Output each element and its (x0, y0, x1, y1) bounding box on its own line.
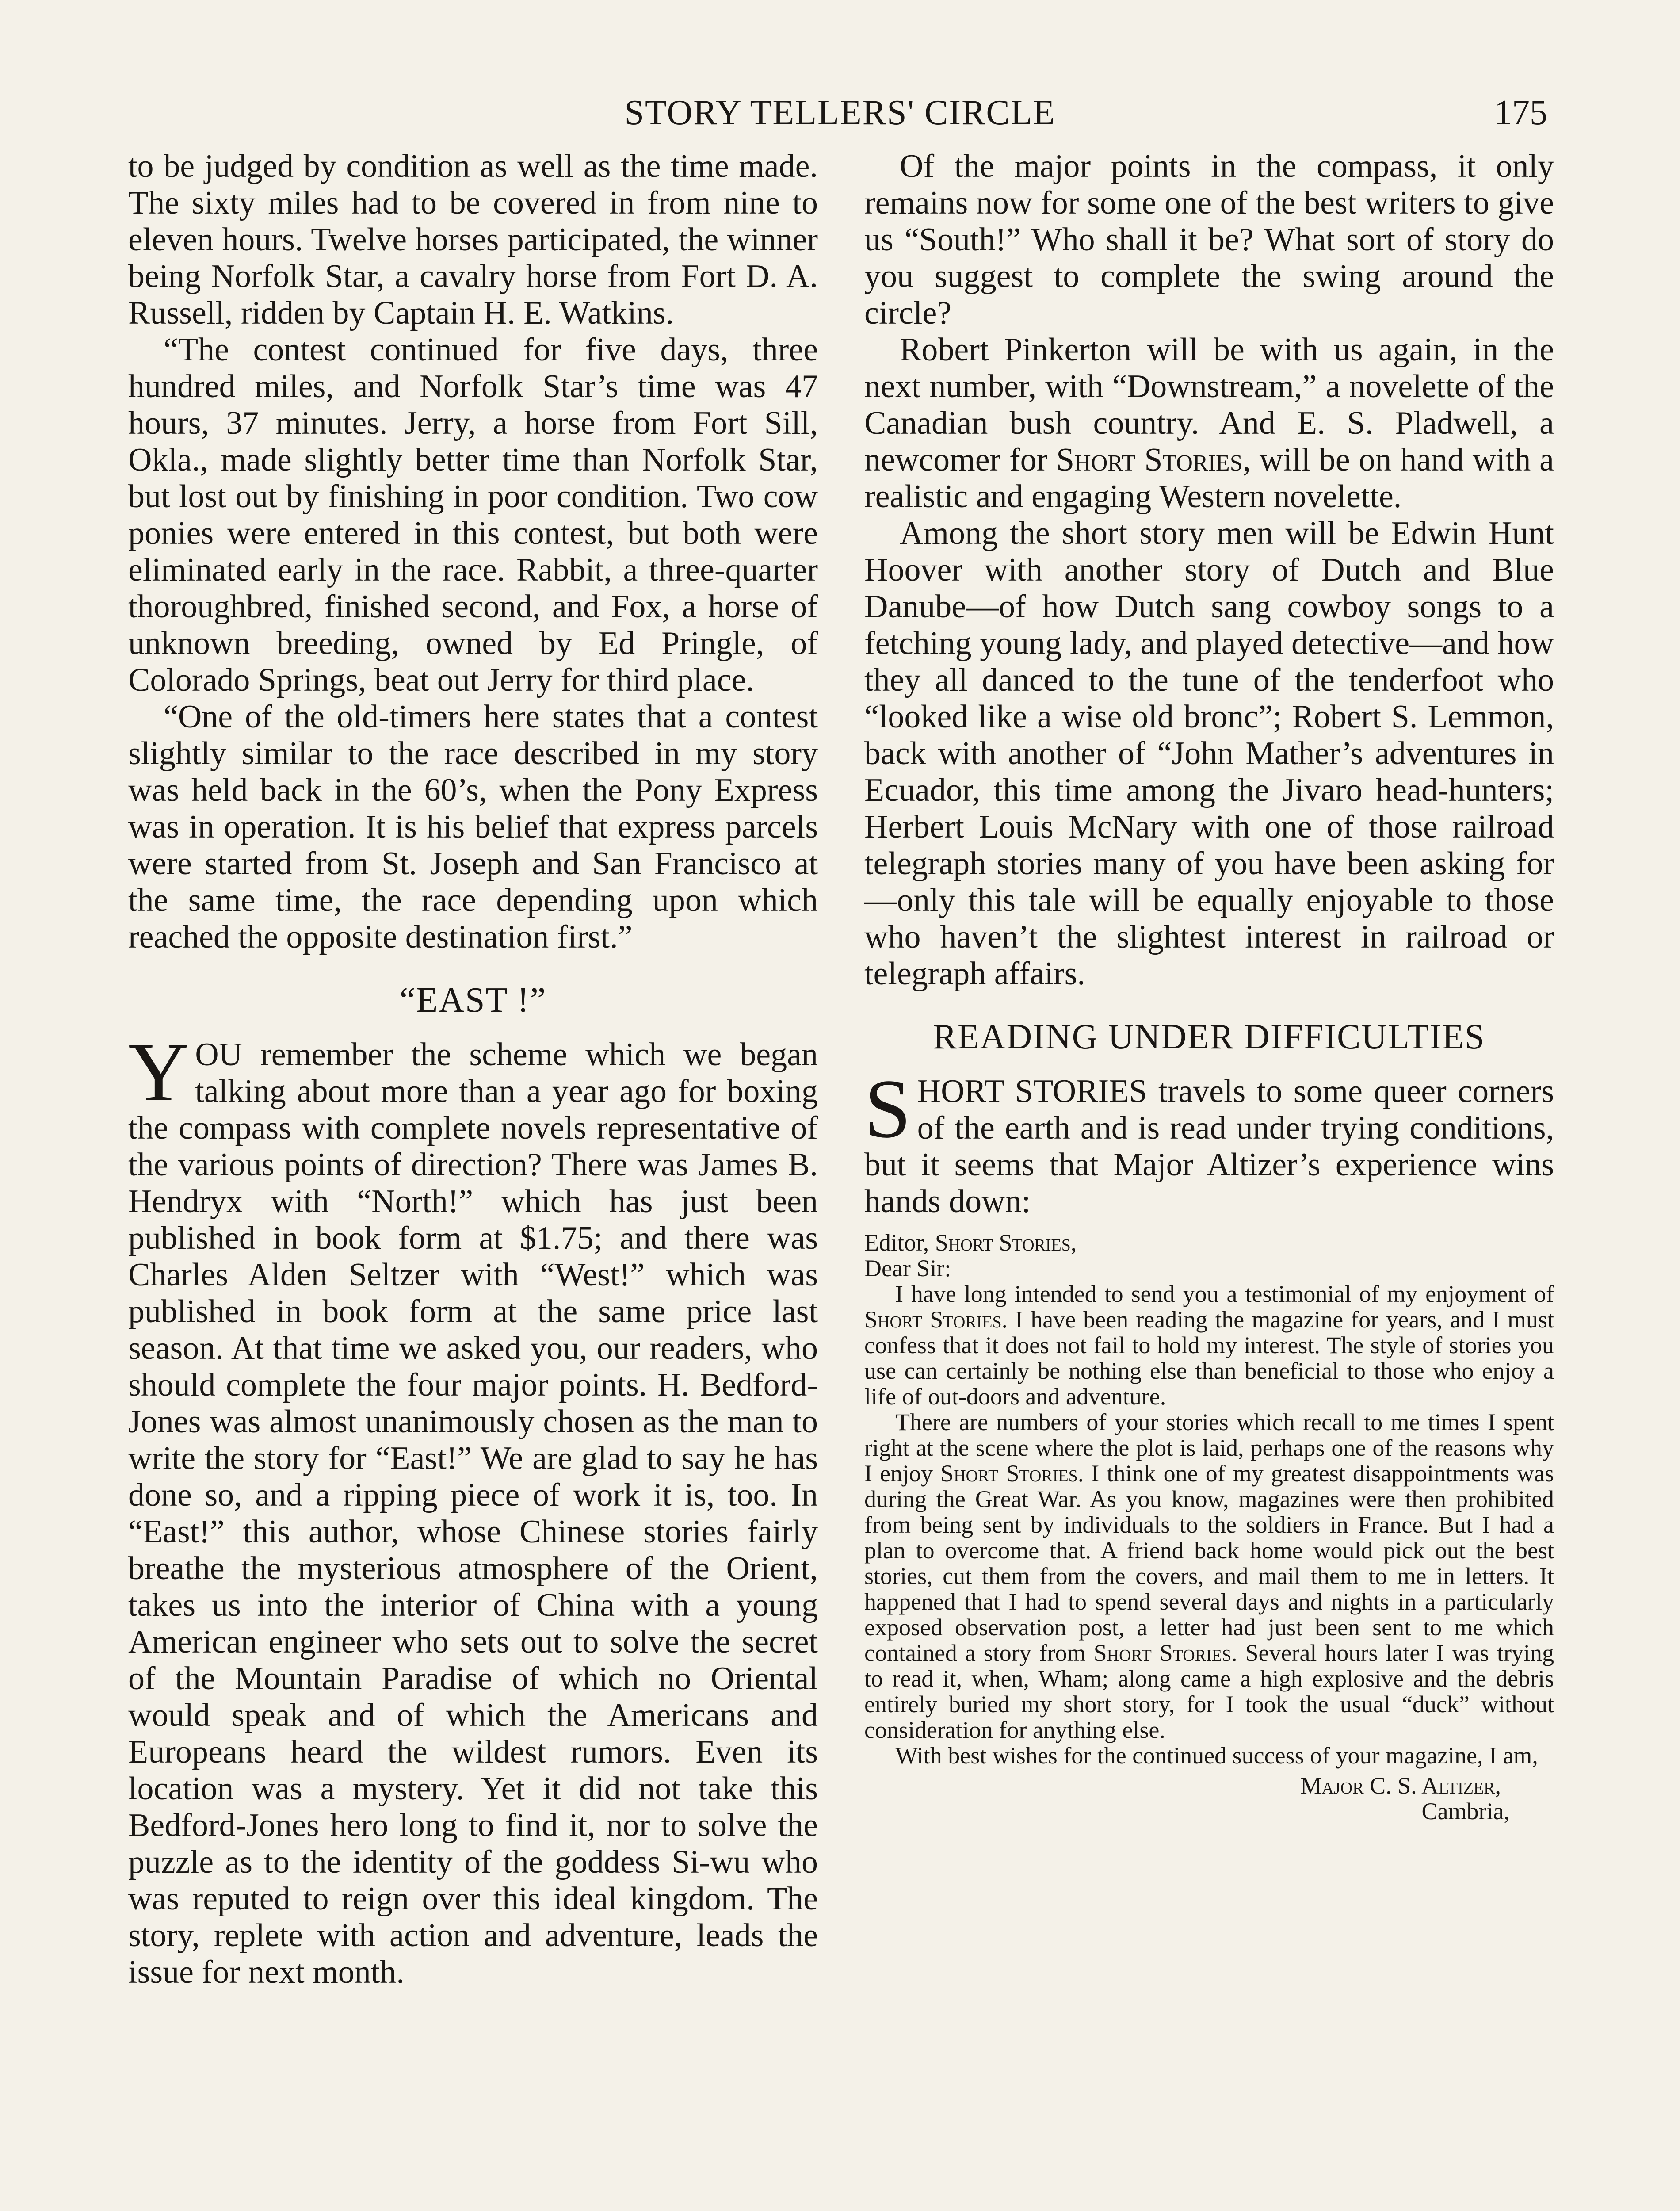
reading-article-text: HORT STORIES travels to some queer corners of the earth and is read under trying conditions, but it seems that Major Altizer’s experience wins hands down: (864, 1073, 1554, 1220)
letter-salutation: Dear Sir: (864, 1255, 951, 1281)
letter-addressee (864, 1230, 1554, 1255)
text-run: . I have been reading the magazine for years, and I must confess that it does not fail to hold my interest. The style of stories you use can certainly be nothing else than beneficial to those who enjoy a life of out-doors and adventure. (864, 1306, 1554, 1410)
paragraph: to be judged by condition as well as the time made. The sixty miles had to be covered in from nine to eleven hours. Twelve horses participated, the winner being Norfolk Star, a cavalry horse from Fort D. A. Russell, ridden by Captain H. E. Watkins. (128, 148, 818, 331)
magazine-title: Short Stories (940, 1460, 1078, 1487)
letter-signature: Major C. S. Altizer, (1300, 1772, 1501, 1799)
text-run: . I think one of my greatest disappointments was during the Great War. As you know, magazines were then prohibited from being sent by individuals to the soldiers in France. But I had a plan to overcome that. A friend back home would pick out the best stories, cut them from the covers, and mail them to me in letters. It happened that I had to spend several days and nights in a particularly exposed observation post, a letter had just been sent to me which contained a story from (864, 1460, 1554, 1666)
magazine-title: Short Stories, (935, 1229, 1077, 1256)
paragraph: Of the major points in the compass, it only remains now for some one of the best writers to give us “South!” Who shall it be? What sort of story do you suggest to complete the swing around the circle? (864, 148, 1554, 331)
text-run: . Several hours later I was trying to read it, when, Wham; along came a high explosive and the debris entirely buried my short story, for I took the usual “duck” without consideration for anything else. (864, 1640, 1554, 1743)
paragraph: Among the short story men will be Edwin Hunt Hoover with another story of Dutch and Blue Danube—of how Dutch sang cowboy songs to a fetching young lady, and played detective—and how they all danced to the tune of the tenderfoot who “looked like a wise old bronc”; Robert S. Lemmon, back with another of “John Mather’s adventures in Ecuador, this time among the Jivaro head-hunters; Herbert Louis McNary with one of those railroad telegraph stories many of you have been asking for—only this tale will be equally enjoyable to those who haven’t the slightest interest in railroad or telegraph affairs. (864, 515, 1554, 992)
reading-article-body (864, 1063, 1554, 1220)
left-column (128, 148, 818, 1991)
section-heading-reading: READING UNDER DIFFICULTIES (933, 1018, 1485, 1056)
drop-cap: Y (128, 1026, 189, 1119)
section-heading-east: “EAST !” (399, 981, 547, 1020)
text-run: I have long intended to send you a testimonial of my enjoyment of (895, 1281, 1554, 1307)
text-run: , will be on hand with a realistic and engaging Western novelette. (864, 442, 1554, 515)
drop-cap: S (864, 1063, 911, 1155)
reader-letter (864, 1230, 1554, 1824)
paragraph (864, 332, 1554, 515)
paragraph: “One of the old-timers here states that a contest slightly similar to the race described in my story was held back in the 60’s, when the Pony Express was in operation. It is his belief that express parcels were started from St. Joseph and San Francisco at the same time, the race depending upon which reached the opposite destination first.” (128, 699, 818, 955)
page-number: 175 (1494, 93, 1547, 132)
running-title: STORY TELLERS' CIRCLE (624, 93, 1056, 132)
right-column (864, 148, 1554, 1824)
text-run: Robert Pinkerton will be with us again, in the next number, with “Downstream,” a novelette of the Canadian bush country. And E. S. Pladwell, a newcomer for (864, 332, 1554, 478)
paragraph: “The contest continued for five days, three hundred miles, and Norfolk Star’s time was 47 hours, 37 minutes. Jerry, a horse from Fort Sill, Okla., made slightly better time than Norfolk Star, but lost out by finishing in poor condition. Two cow ponies were entered in this contest, but both were eliminated early in the race. Rabbit, a three-quarter thoroughbred, finished second, and Fox, a horse of unknown breeding, owned by Ed Pringle, of Colorado Springs, beat out Jerry for third place. (128, 332, 818, 698)
text-run: Editor, (864, 1229, 935, 1256)
east-article-text: OU remember the scheme which we began talking about more than a year ago for boxing the compass with complete novels representative of the various points of direction? There was James B. Hendryx with “North!” which has just been published in book form at $1.75; and there was Charles Alden Seltzer with “West!” which was published in book form at the same price last season. At that time we asked you, our readers, who should complete the four major points. H. Bedford-Jones was almost unanimously chosen as the man to write the story for “East!” We are glad to say he has done so, and a ripping piece of work it is, too. In “East!” this author, whose Chinese stories fairly breathe the mysterious atmosphere of the Orient, takes us into the interior of China with a young American engineer who sets out to solve the secret of the Mountain Paradise of which no Oriental would speak and of which the Americans and Europeans heard the wildest rumors. Even its location was a mystery. Yet it did not take this Bedford-Jones hero long to find it, nor to solve the puzzle as to the identity of the goddess Si-wu who was reputed to reign over this ideal kingdom. The story, replete with action and adventure, leads the issue for next month. (128, 1037, 818, 1990)
letter-paragraph (864, 1409, 1554, 1743)
letter-paragraph (864, 1281, 1554, 1409)
letter-location: Cambria, (1421, 1798, 1510, 1825)
text-run: There are numbers of your stories which recall to me times I spent right at the scene where the plot is laid, perhaps one of the reasons why I enjoy (864, 1409, 1554, 1487)
magazine-title: Short Stories (864, 1306, 1002, 1333)
magazine-title: Short Stories (1056, 442, 1243, 478)
letter-paragraph: With best wishes for the continued success of your magazine, I am, (895, 1742, 1538, 1769)
east-article-body (128, 1026, 818, 1991)
magazine-title: Short Stories (1093, 1640, 1232, 1666)
